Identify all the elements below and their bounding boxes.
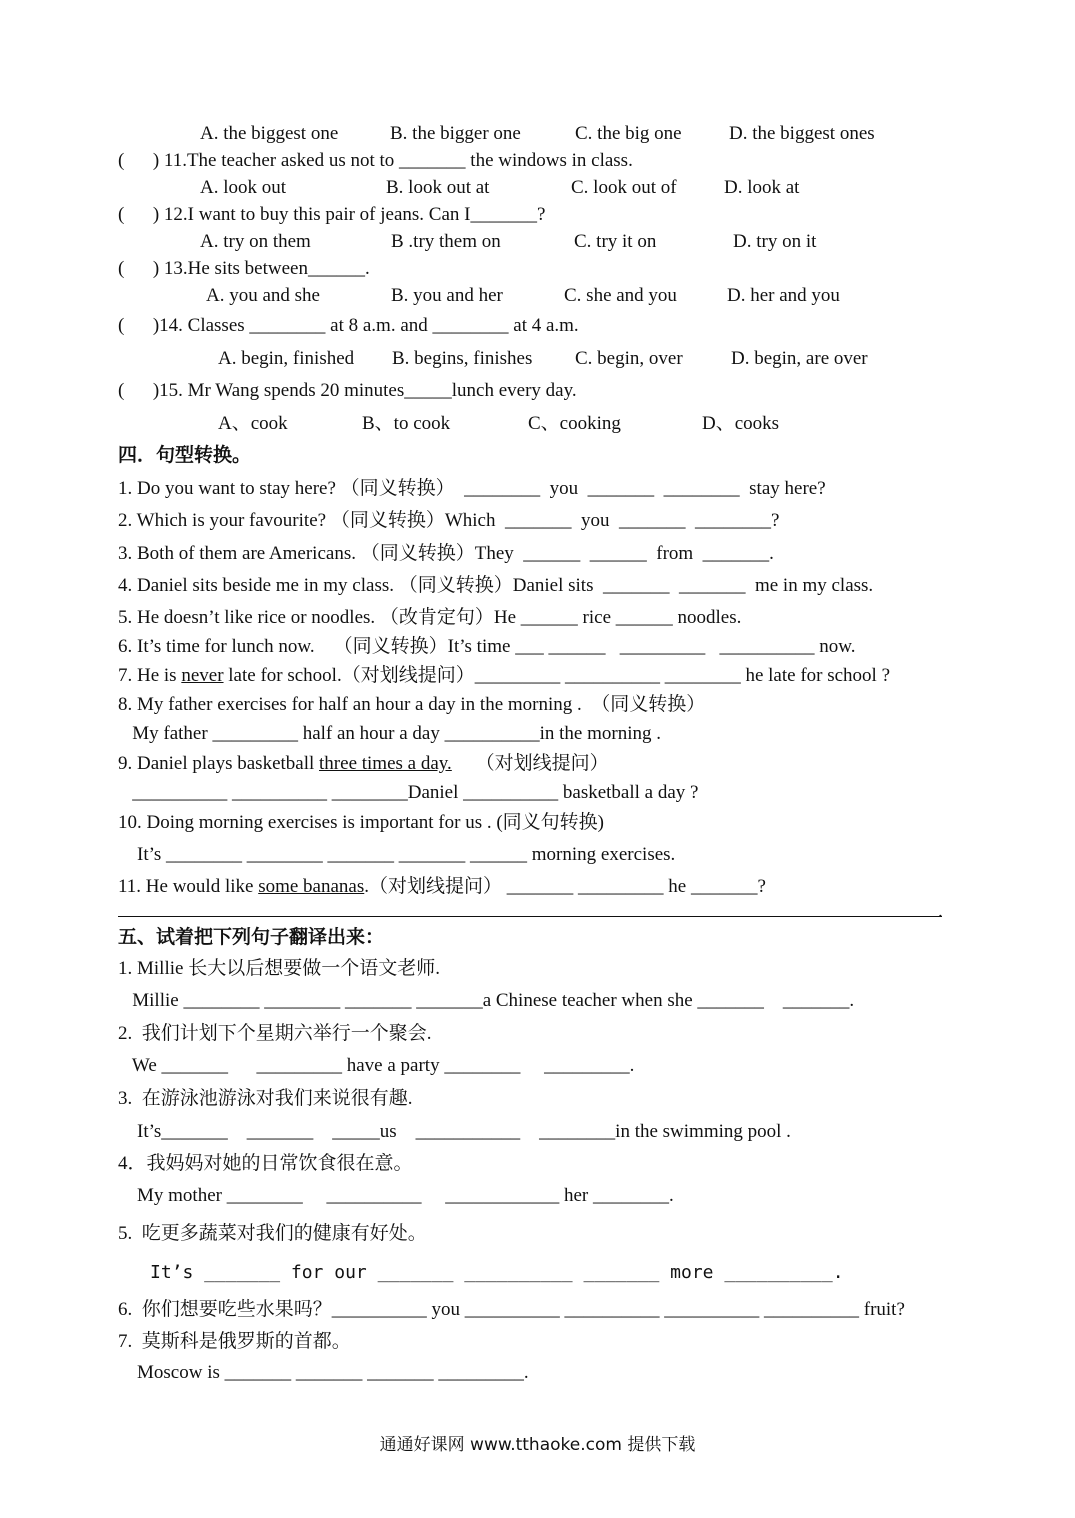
q15-option-c: C、cooking	[528, 413, 621, 434]
section5-heading: 五、试着把下列句子翻译出来：	[118, 927, 385, 948]
q10-option-b: B. the bigger one	[390, 123, 521, 144]
q12-option-d: D. try on it	[733, 231, 817, 252]
rewrite-9-suffix: （对划线提问）	[451, 753, 609, 774]
translate-4: 4．我妈妈对她的日常饮食很在意。	[118, 1153, 413, 1174]
rewrite-11-underlined: some bananas	[258, 876, 365, 897]
rewrite-9-answer: __________ __________ ________Daniel __________ basketball a day ?	[118, 782, 699, 803]
rewrite-3: 3. Both of them are Americans. （同义转换）They ______ ______ from _______.	[118, 543, 774, 564]
rewrite-2: 2. Which is your favourite? （同义转换）Which _______ you _______ ________?	[118, 510, 780, 531]
section4-heading: 四．句型转换。	[118, 445, 252, 466]
rewrite-8: 8. My father exercises for half an hour a day in the morning . （同义转换）	[118, 694, 706, 715]
q11-option-d: D. look at	[724, 177, 800, 198]
q13-option-d: D. her and you	[727, 285, 840, 306]
q14-option-d: D. begin, are over	[731, 348, 868, 369]
footer-credit: 通通好课网 www.tthaoke.com 提供下载	[379, 1435, 696, 1455]
question-15: ( )15. Mr Wang spends 20 minutes_____lunch every day.	[118, 380, 577, 401]
q11-option-a: A. look out	[200, 177, 287, 198]
q12-option-b: B .try them on	[391, 231, 501, 252]
rewrite-10: 10. Doing morning exercises is important for us . (同义句转换)	[118, 812, 605, 833]
translate-4-answer: My mother ________ __________ ____________ her ________.	[118, 1185, 674, 1206]
q14-option-a: A. begin, finished	[218, 348, 355, 369]
question-14: ( )14. Classes ________ at 8 a.m. and ________ at 4 a.m.	[118, 315, 579, 336]
question-12: ( ) 12.I want to buy this pair of jeans. Can I_______?	[118, 204, 546, 225]
rewrite-9-underlined: three times a day.	[319, 753, 452, 774]
rewrite-4: 4. Daniel sits beside me in my class. （同义转换）Daniel sits _______ _______ me in my class.	[118, 575, 874, 596]
q15-option-a: A、cook	[218, 413, 288, 434]
rewrite-11	[118, 875, 766, 899]
rewrite-6: 6. It’s time for lunch now. （同义转换）It’s time ___ ______ _________ __________ now.	[118, 636, 856, 657]
rewrite-11-suffix: .（对划线提问） _______ _________ he _______?	[364, 876, 766, 897]
q10-option-a: A. the biggest one	[200, 123, 339, 144]
q14-option-b: B. begins, finishes	[392, 348, 533, 369]
rewrite-1: 1. Do you want to stay here? （同义转换） ________ you _______ ________ stay here?	[118, 478, 826, 499]
question-11: ( ) 11.The teacher asked us not to _______ the windows in class.	[118, 150, 633, 171]
rewrite-5: 5. He doesn’t like rice or noodles. （改肯定句）He ______ rice ______ noodles.	[118, 607, 742, 628]
q10-option-d: D. the biggest ones	[729, 123, 875, 144]
q10-option-c: C. the big one	[575, 123, 682, 144]
rewrite-9-prefix: 9. Daniel plays basketball	[118, 753, 320, 774]
translate-3-answer: It’s_______ _______ _____us ___________ ________in the swimming pool .	[118, 1121, 791, 1142]
rewrite-10-answer: It’s ________ ________ _______ _______ ______ morning exercises.	[118, 844, 676, 865]
answer-line	[118, 916, 942, 917]
q15-option-b: B、to cook	[362, 413, 451, 434]
q13-option-b: B. you and her	[391, 285, 503, 306]
translate-3: 3. 在游泳池游泳对我们来说很有趣.	[118, 1088, 413, 1109]
answer-line-end: .	[938, 901, 943, 922]
q12-option-a: A. try on them	[200, 231, 311, 252]
rewrite-7-suffix: late for school.（对划线提问）_________ __________ ________ he late for school ?	[223, 665, 891, 686]
rewrite-9	[118, 752, 609, 776]
q12-option-c: C. try it on	[574, 231, 657, 252]
q13-option-c: C. she and you	[564, 285, 677, 306]
rewrite-7-underlined: never	[181, 665, 224, 686]
question-13: ( ) 13.He sits between______.	[118, 258, 370, 279]
q11-option-b: B. look out at	[386, 177, 490, 198]
translate-1: 1. Millie 长大以后想要做一个语文老师.	[118, 958, 440, 979]
rewrite-7-prefix: 7. He is	[118, 665, 182, 686]
translate-2: 2. 我们计划下个星期六举行一个聚会.	[118, 1023, 432, 1044]
translate-2-answer: We _______ _________ have a party ________ _________.	[118, 1055, 635, 1076]
q15-option-d: D、cooks	[702, 413, 780, 434]
translate-7-answer: Moscow is _______ _______ _______ _________.	[118, 1362, 529, 1383]
rewrite-11-prefix: 11. He would like	[118, 876, 259, 897]
rewrite-7	[118, 664, 890, 688]
translate-7: 7. 莫斯科是俄罗斯的首都。	[118, 1331, 351, 1352]
q14-option-c: C. begin, over	[575, 348, 683, 369]
translate-6: 6. 你们想要吃些水果吗？__________ you __________ __________ __________ __________ fruit?	[118, 1299, 905, 1320]
q11-option-c: C. look out of	[571, 177, 677, 198]
q13-option-a: A. you and she	[206, 285, 320, 306]
translate-5-answer: It’s _______ for our _______ __________ _______ more __________.	[150, 1262, 844, 1283]
translate-1-answer: Millie ________ ________ _______ _______a Chinese teacher when she _______ _______.	[118, 990, 855, 1011]
rewrite-8-answer: My father _________ half an hour a day __________in the morning .	[118, 723, 661, 744]
translate-5: 5. 吃更多蔬菜对我们的健康有好处。	[118, 1223, 427, 1244]
